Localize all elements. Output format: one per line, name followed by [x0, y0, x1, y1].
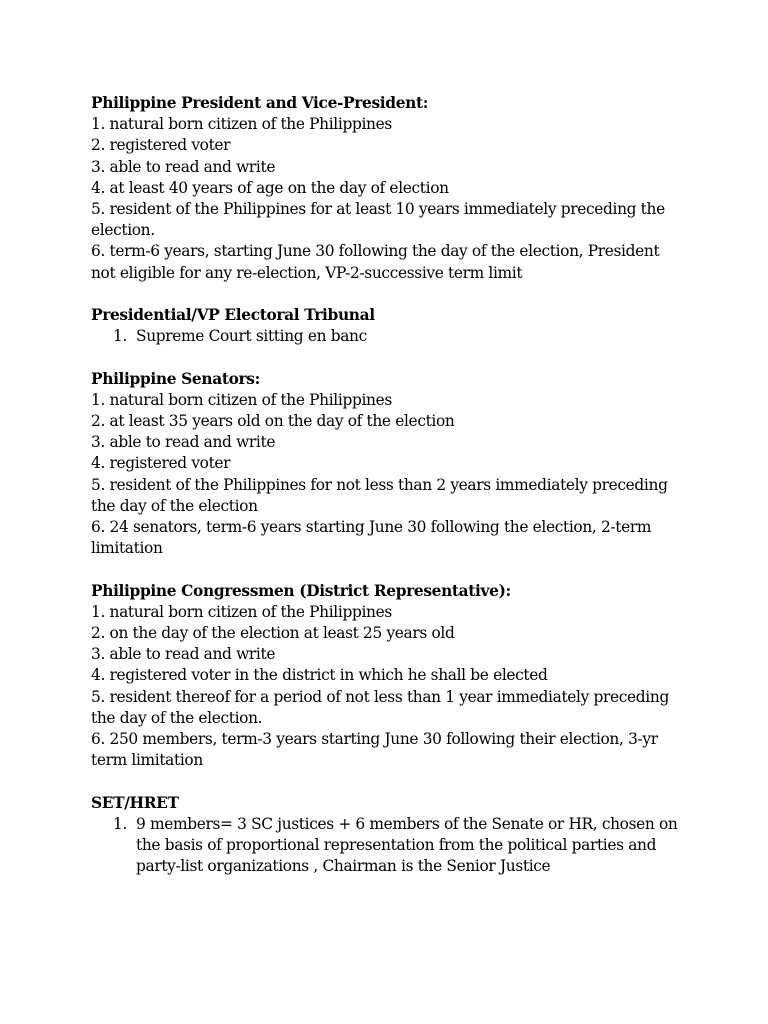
- requirement-line: 3. able to read and write: [91, 433, 276, 452]
- requirement-line: 3. able to read and write: [91, 645, 276, 664]
- section-heading: Presidential/VP Electoral Tribunal: [91, 306, 375, 325]
- section-heading: Philippine Senators:: [91, 369, 260, 388]
- list-item-text: Supreme Court sitting en banc: [136, 327, 367, 346]
- requirement-line: 4. at least 40 years of age on the day of election: [91, 178, 449, 197]
- list-item: [91, 326, 691, 347]
- requirement-line: the day of the election: [91, 496, 258, 515]
- requirement-line: 6. 250 members, term-3 years starting June 30 following their election, 3-yr: [91, 730, 658, 749]
- requirement-line: term limitation: [91, 751, 203, 770]
- list-number: 1.: [113, 327, 127, 346]
- section-senators: [91, 369, 691, 560]
- numbered-list: [91, 326, 691, 347]
- requirement-line: 6. 24 senators, term-6 years starting June 30 following the election, 2-term: [91, 518, 652, 537]
- requirement-line: 4. registered voter in the district in which he shall be elected: [91, 666, 548, 685]
- requirement-line: 3. able to read and write: [91, 157, 276, 176]
- list-number: 1.: [113, 814, 127, 833]
- requirement-line: 4. registered voter: [91, 454, 231, 473]
- requirement-line: 5. resident of the Philippines for not less than 2 years immediately preceding: [91, 475, 668, 494]
- requirement-line: election.: [91, 221, 155, 240]
- requirement-line: 6. term-6 years, starting June 30 following the day of the election, President: [91, 242, 660, 261]
- requirement-line: 1. natural born citizen of the Philippines: [91, 115, 392, 134]
- document-page: [91, 93, 691, 899]
- requirement-line: 5. resident of the Philippines for at least 10 years immediately preceding the: [91, 200, 665, 219]
- requirement-line: 2. registered voter: [91, 136, 231, 155]
- section-electoral-tribunal: [91, 305, 691, 347]
- section-heading: Philippine President and Vice-President:: [91, 94, 429, 112]
- section-president-vp: [91, 93, 691, 284]
- section-set-hret: [91, 793, 691, 878]
- numbered-list: [91, 814, 691, 878]
- section-heading: SET/HRET: [91, 793, 179, 812]
- list-item-text: party-list organizations , Chairman is the Senior Justice: [136, 857, 551, 876]
- requirement-line: the day of the election.: [91, 708, 263, 727]
- requirement-line: 1. natural born citizen of the Philippines: [91, 602, 392, 621]
- section-heading: Philippine Congressmen (District Representative):: [91, 581, 511, 600]
- requirement-line: 2. on the day of the election at least 25 years old: [91, 624, 455, 643]
- list-item: [91, 814, 691, 878]
- section-congressmen: [91, 581, 691, 772]
- list-item-text: the basis of proportional representation from the political parties and: [136, 836, 657, 855]
- list-item-text: 9 members= 3 SC justices + 6 members of the Senate or HR, chosen on: [136, 814, 678, 833]
- requirement-line: not eligible for any re-election, VP-2-successive term limit: [91, 263, 523, 282]
- requirement-line: 5. resident thereof for a period of not less than 1 year immediately preceding: [91, 687, 669, 706]
- requirement-line: 1. natural born citizen of the Philippines: [91, 390, 392, 409]
- requirement-line: limitation: [91, 539, 163, 558]
- requirement-line: 2. at least 35 years old on the day of the election: [91, 412, 455, 431]
